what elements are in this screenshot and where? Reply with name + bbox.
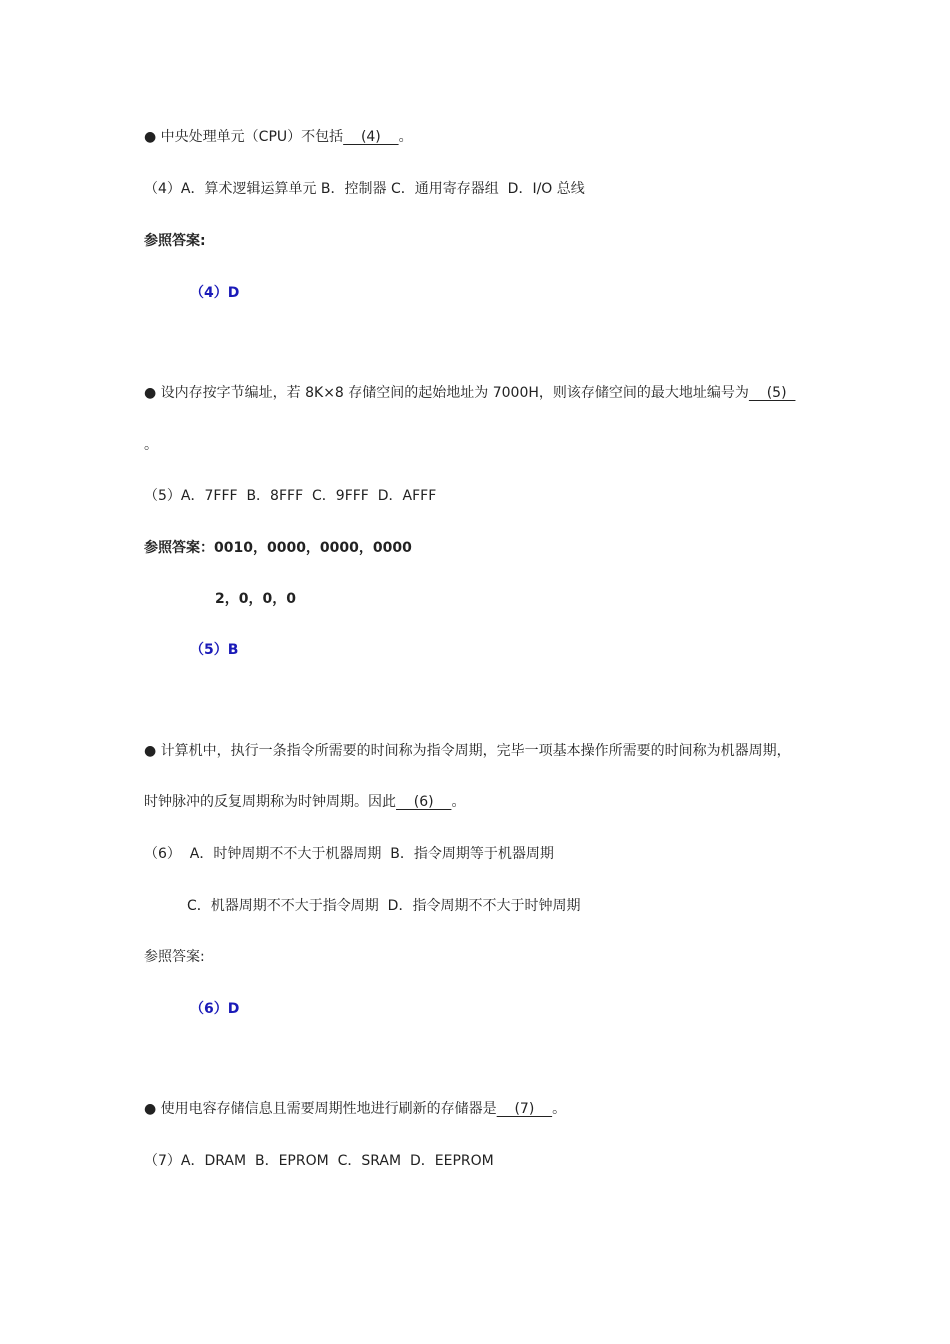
q4-stem: ● 中央处理单元（CPU）不包括 (4) 。 — [144, 129, 413, 145]
q5-answer-note: 2，0，0，0 — [215, 591, 296, 607]
q6-answer: （6）D — [190, 1001, 240, 1017]
q5-options: （5）A．7FFF B．8FFF C．9FFF D．AFFF — [144, 488, 437, 504]
q7-stem: ● 使用电容存储信息且需要周期性地进行刷新的存储器是 (7) 。 — [144, 1101, 567, 1117]
q6-stem-line2: 时钟脉冲的反复周期称为时钟周期。因此 (6) 。 — [144, 794, 466, 810]
q7-options: （7）A．DRAM B．EPROM C．SRAM D．EEPROM — [144, 1153, 494, 1169]
q5-stem: ● 设内存按字节编址，若 8K×8 存储空间的起始地址为 7000H，则该存储空间的最大地址编号为 (5) — [144, 385, 796, 401]
q4-answer: （4）D — [190, 285, 240, 301]
q5-blank: (5) — [748, 385, 796, 401]
q6-blank: (6) — [396, 794, 452, 810]
q6-stem-line1: ● 计算机中，执行一条指令所需要的时间称为指令周期，完毕一项基本操作所需要的时间称为机器周期， — [144, 743, 791, 759]
q6-options-line2: C．机器周期不不大于指令周期 D．指令周期不不大于时钟周期 — [187, 898, 581, 914]
q6-options-line1: （6） A．时钟周期不不大于机器周期 B．指令周期等于机器周期 — [144, 846, 554, 862]
q5-answer: （5）B — [190, 642, 239, 658]
q4-options: （4）A．算术逻辑运算单元 B．控制器 C．通用寄存器组 D．I/O 总线 — [144, 181, 585, 197]
q5-answer-label: 参照答案：0010，0000，0000，0000 — [144, 540, 412, 556]
q4-answer-label: 参照答案: — [144, 233, 206, 249]
q6-answer-label: 参照答案: — [144, 949, 205, 965]
q4-blank: (4) — [343, 129, 399, 145]
q7-blank: (7) — [496, 1101, 553, 1117]
q5-stem-end: 。 — [144, 437, 158, 453]
